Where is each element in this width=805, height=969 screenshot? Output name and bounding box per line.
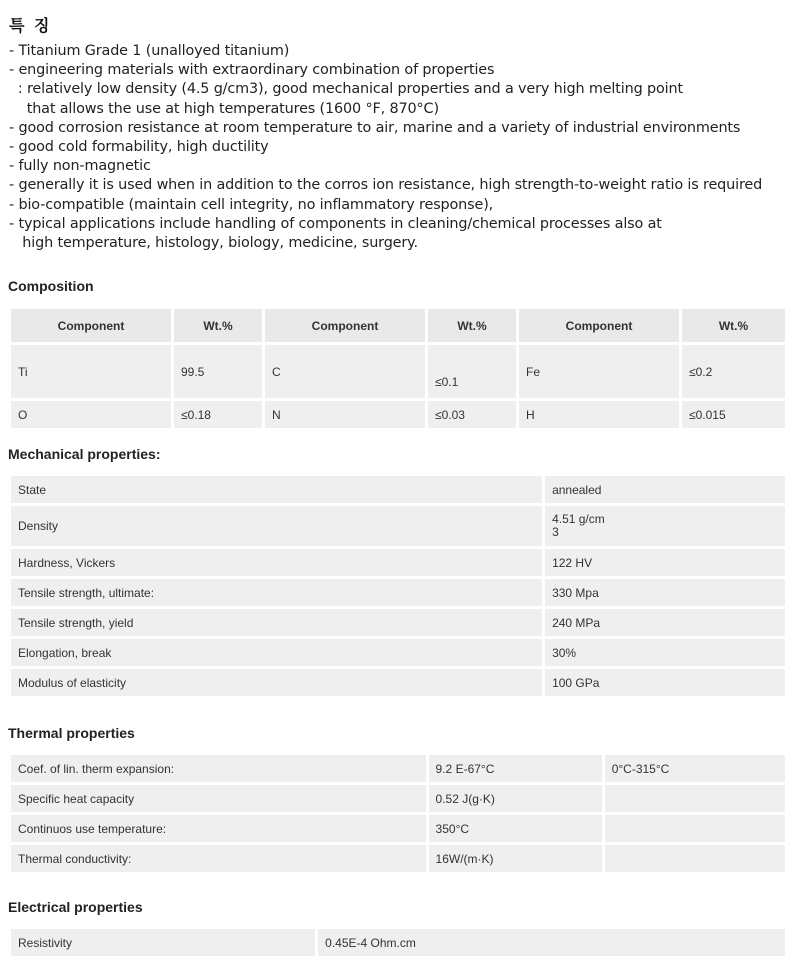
features-title: 특 징: [9, 16, 52, 35]
mechanical-table: [8, 473, 788, 699]
property-range: 0°C-315°C: [605, 755, 785, 782]
property-value: annealed: [545, 476, 785, 503]
table-row: [11, 579, 785, 606]
table-row: [11, 345, 785, 398]
table-cell: Ti: [11, 345, 171, 398]
property-name: Resistivity: [11, 929, 315, 956]
property-name: Hardness, Vickers: [11, 549, 542, 576]
table-row: [11, 785, 785, 812]
feature-line: - generally it is used when in addition to the corros ion resistance, high strength-to-weight ratio is required: [9, 177, 763, 194]
table-row: [11, 929, 785, 956]
density-value: 4.51 g/cm: [552, 512, 605, 526]
property-name: State: [11, 476, 542, 503]
table-cell: N: [265, 401, 425, 428]
thermal-title: Thermal properties: [8, 725, 135, 741]
table-cell: Fe: [519, 345, 679, 398]
feature-line: - fully non-magnetic: [9, 158, 151, 175]
composition-title: Composition: [8, 278, 94, 294]
property-name: Continuos use temperature:: [11, 815, 426, 842]
property-value: 122 HV: [545, 549, 785, 576]
column-header: Component: [265, 309, 425, 342]
table-row: [11, 755, 785, 782]
feature-line: - typical applications include handling of components in cleaning/chemical processes also at: [9, 215, 662, 232]
feature-line: high temperature, histology, biology, medicine, surgery.: [9, 234, 418, 251]
feature-line: : relatively low density (4.5 g/cm3), good mechanical properties and a very high melting point: [9, 81, 683, 98]
feature-line: - good cold formability, high ductility: [9, 138, 269, 155]
table-row: [11, 506, 785, 546]
table-cell: C: [265, 345, 425, 398]
property-value: 100 GPa: [545, 669, 785, 696]
property-range: [605, 785, 785, 812]
table-row: [11, 476, 785, 503]
property-value: 30%: [545, 639, 785, 666]
property-name: Density: [11, 506, 542, 546]
table-cell: ≤0.2: [682, 345, 785, 398]
property-value: 0.52 J(g·K): [429, 785, 602, 812]
property-name: Elongation, break: [11, 639, 542, 666]
column-header: Component: [11, 309, 171, 342]
property-name: Tensile strength, ultimate:: [11, 579, 542, 606]
table-row: [11, 549, 785, 576]
property-name: Modulus of elasticity: [11, 669, 542, 696]
feature-line: - good corrosion resistance at room temperature to air, marine and a variety of industrial environments: [9, 119, 741, 136]
table-cell: ≤0.03: [428, 401, 516, 428]
table-row: [11, 669, 785, 696]
property-name: Tensile strength, yield: [11, 609, 542, 636]
property-value: [545, 506, 785, 546]
table-row: [11, 639, 785, 666]
thermal-table: [8, 752, 788, 875]
table-cell: ≤0.1: [428, 345, 516, 398]
property-name: Specific heat capacity: [11, 785, 426, 812]
table-row: [11, 815, 785, 842]
composition-table: [8, 306, 788, 431]
table-cell: O: [11, 401, 171, 428]
property-value: 16W/(m·K): [429, 845, 602, 872]
feature-line: - bio-compatible (maintain cell integrity, no inflammatory response),: [9, 196, 494, 213]
electrical-title: Electrical properties: [8, 899, 143, 915]
property-value: 0.45E-4 Ohm.cm: [318, 929, 785, 956]
density-exponent: 3: [552, 525, 559, 539]
property-range: [605, 845, 785, 872]
feature-line: - engineering materials with extraordinary combination of properties: [9, 62, 495, 79]
table-header-row: [11, 309, 785, 342]
features-list: [9, 42, 805, 253]
property-range: [605, 815, 785, 842]
property-value: 9.2 E-67°C: [429, 755, 602, 782]
feature-line: that allows the use at high temperatures (1600 °F, 870°C): [9, 100, 439, 117]
table-cell: ≤0.015: [682, 401, 785, 428]
table-cell: 99.5: [174, 345, 262, 398]
column-header: Wt.%: [428, 309, 516, 342]
property-name: Coef. of lin. therm expansion:: [11, 755, 426, 782]
table-row: [11, 401, 785, 428]
table-cell: H: [519, 401, 679, 428]
property-value: 350°C: [429, 815, 602, 842]
table-row: [11, 845, 785, 872]
mechanical-title: Mechanical properties:: [8, 446, 161, 462]
electrical-table: [8, 926, 788, 959]
property-name: Thermal conductivity:: [11, 845, 426, 872]
table-cell: ≤0.18: [174, 401, 262, 428]
column-header: Wt.%: [682, 309, 785, 342]
property-value: 240 MPa: [545, 609, 785, 636]
column-header: Component: [519, 309, 679, 342]
feature-line: - Titanium Grade 1 (unalloyed titanium): [9, 43, 290, 59]
table-row: [11, 609, 785, 636]
property-value: 330 Mpa: [545, 579, 785, 606]
column-header: Wt.%: [174, 309, 262, 342]
